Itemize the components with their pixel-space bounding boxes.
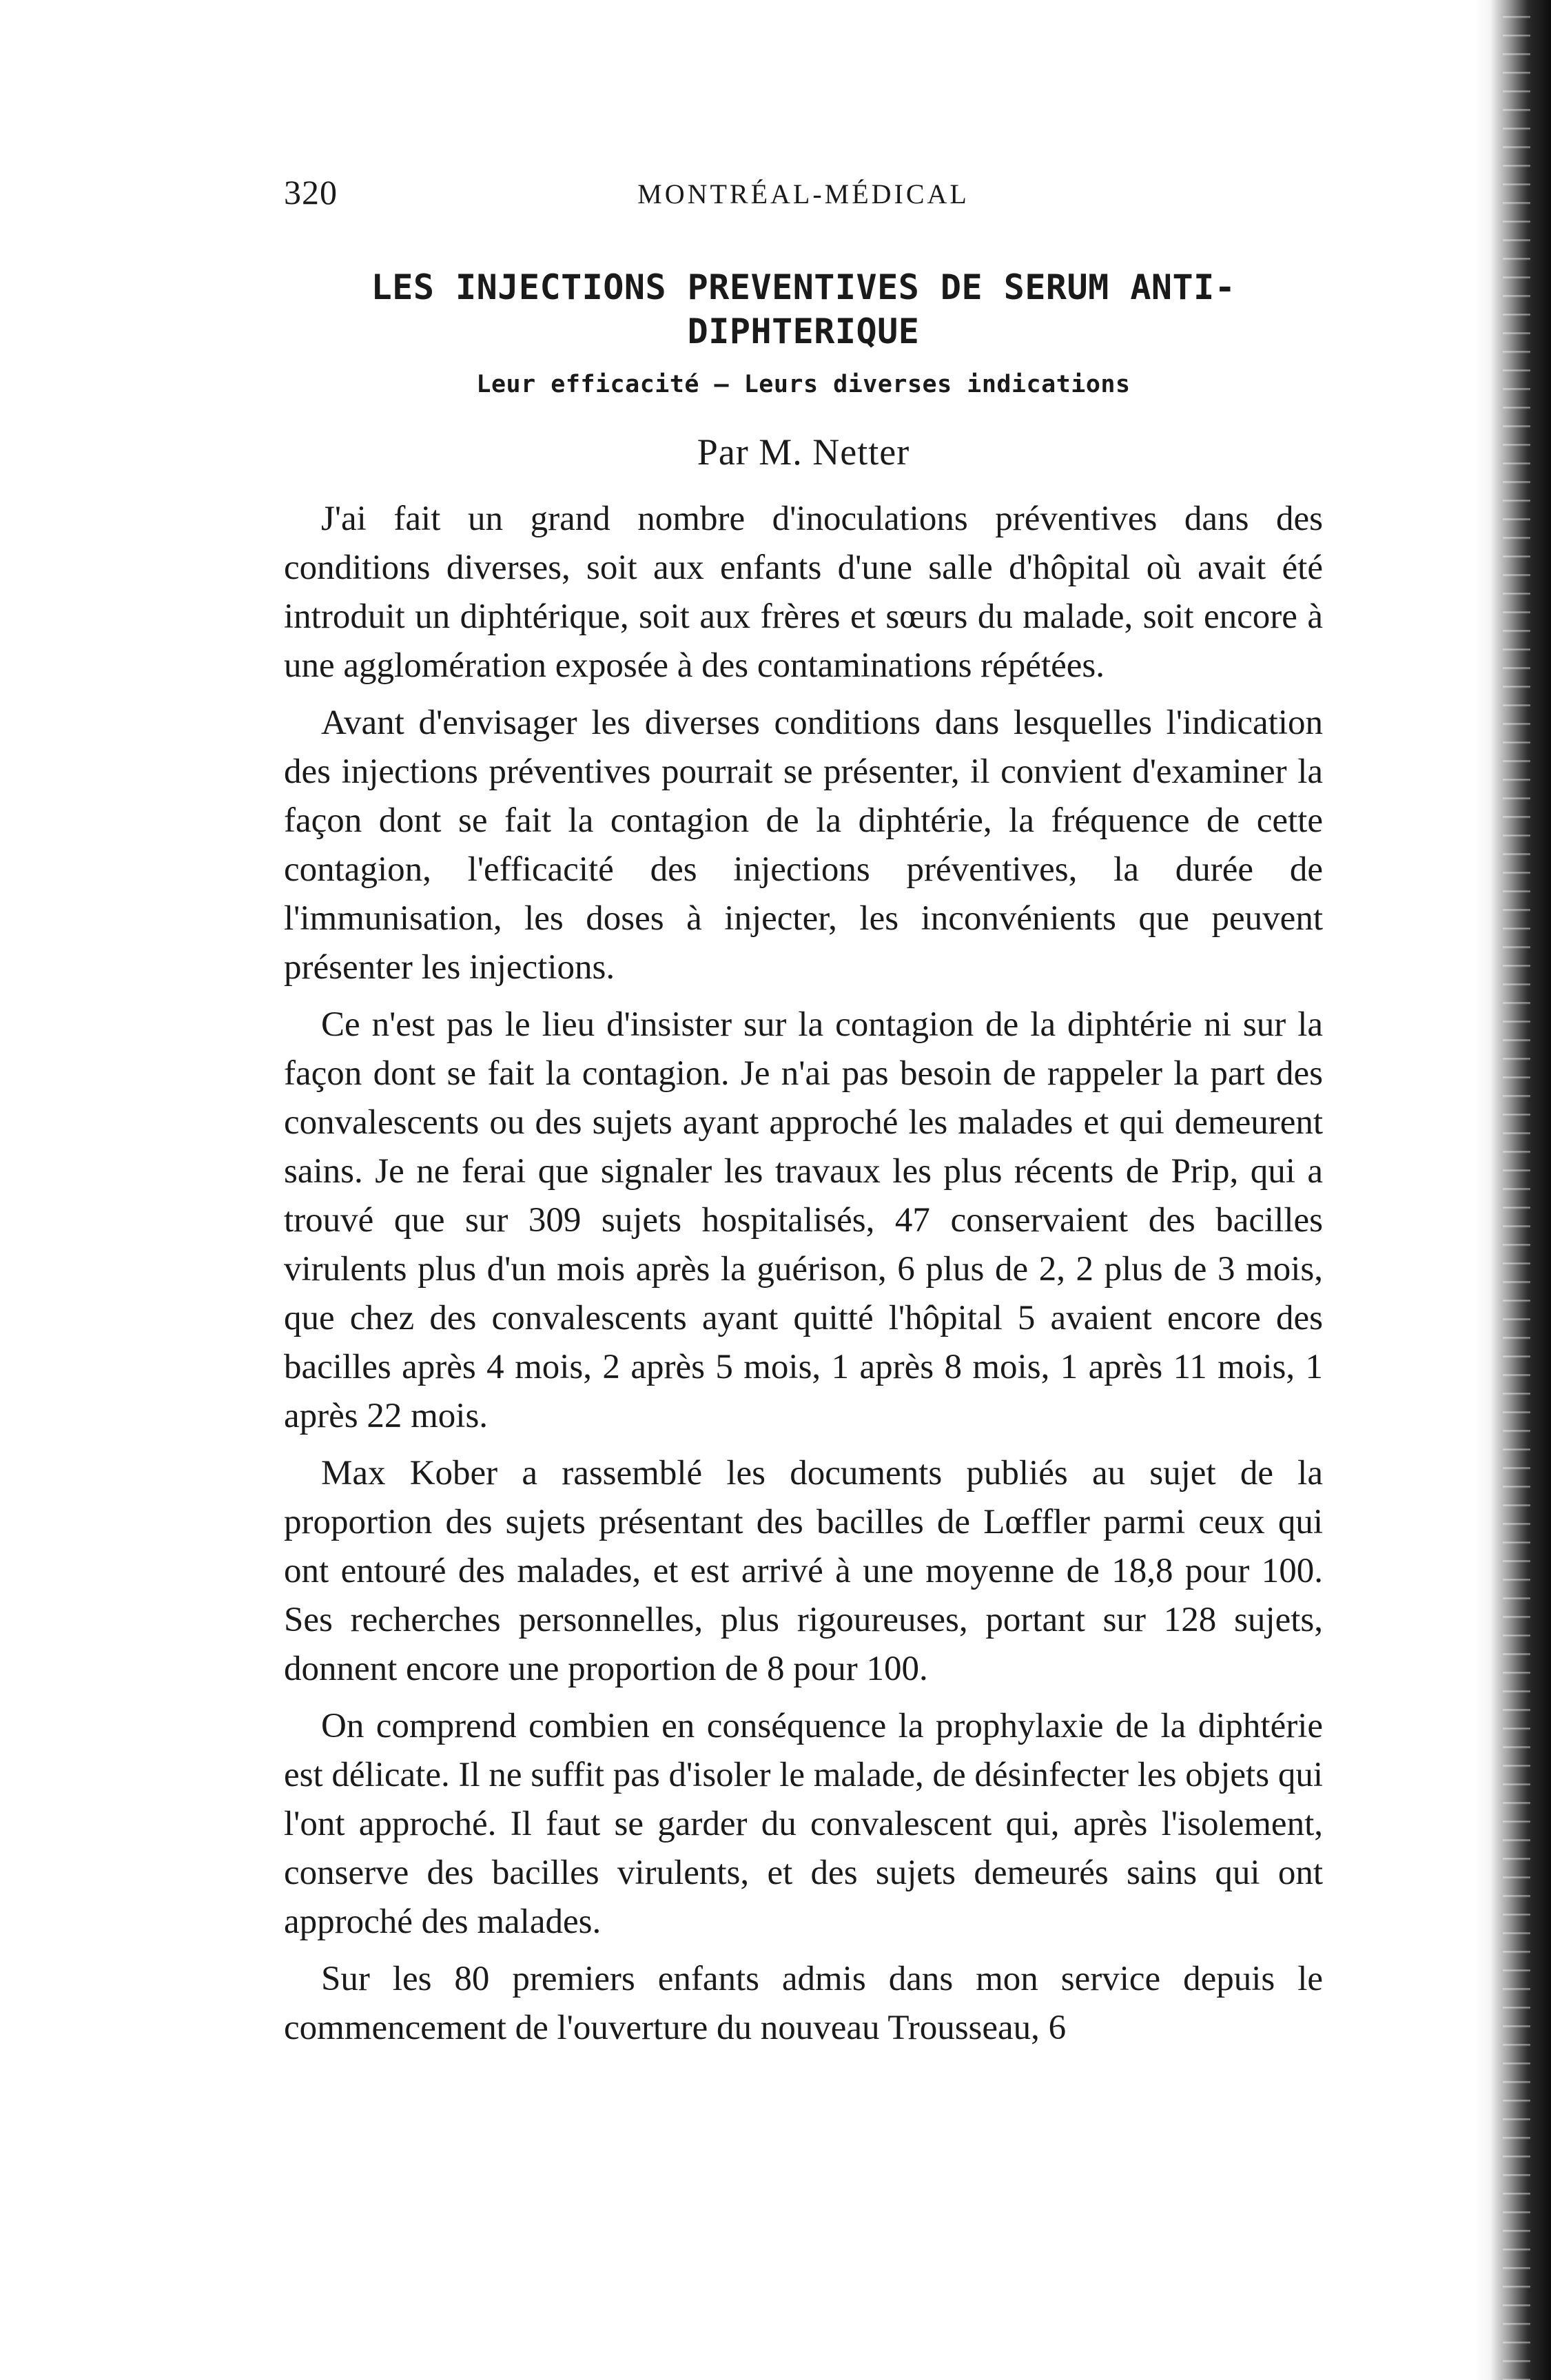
article-title: LES INJECTIONS PREVENTIVES DE SERUM ANTI-DIPHTERIQUE: [371, 267, 1236, 351]
paragraph-2: Avant d'envisager les diverses conditions dans lesquelles l'indication des injections préventives pourrait se présenter, il convient d'examiner la façon dont se fait la contagion de la diphtérie, la fréquence de cette contagion, l'efficacité des injections préventives, la durée de l'immunisation, les doses à injecter, les inconvénients que peuvent présenter les injections.: [284, 704, 1323, 987]
paragraph-1: J'ai fait un grand nombre d'inoculations préventives dans des conditions diverses, soit aux enfants d'une salle d'hôpital où avait été introduit un diphtérique, soit aux frères et sœurs du malade, soit encore à une agglomération exposée à des contaminations répétées.: [284, 500, 1323, 685]
running-head: [284, 172, 1323, 227]
article-body: [284, 495, 1323, 2061]
page-edge-texture: [1503, 0, 1530, 2380]
page-number: 320: [284, 173, 338, 212]
journal-title: MONTRÉAL-MÉDICAL: [637, 178, 969, 209]
article-subtitle: Leur efficacité — Leurs diverses indications: [476, 371, 1131, 398]
paragraph-4: Max Kober a rassemblé les documents publiés au sujet de la proportion des sujets présentant des bacilles de Lœffler parmi ceux qui ont entouré des malades, et est arrivé à une moyenne de 18,8 pour 100. Ses recherches personnelles, plus rigoureuses, portant sur 128 sujets, donnent encore une proportion de 8 pour 100.: [284, 1454, 1323, 1688]
paragraph-6: Sur les 80 premiers enfants admis dans mon service depuis le commencement de l'ouverture du nouveau Trousseau, 6: [284, 1960, 1323, 2047]
author-byline: Par M. Netter: [697, 431, 910, 473]
paragraph-5: On comprend combien en conséquence la prophylaxie de la diphtérie est délicate. Il ne suffit pas d'isoler le malade, de désinfecter les objets qui l'ont approché. Il faut se garder du convalescent qui, après l'isolement, conserve des bacilles virulents, et des sujets demeurés sains qui ont approché des malades.: [284, 1707, 1323, 1941]
paragraph-3: Ce n'est pas le lieu d'insister sur la contagion de la diphtérie ni sur la façon dont se fait la contagion. Je n'ai pas besoin de rappeler la part des convalescents ou des sujets ayant approché les malades et qui demeurent sains. Je ne ferai que signaler les travaux les plus récents de Prip, qui a trouvé que sur 309 sujets hospitalisés, 47 conservaient des bacilles virulents plus d'un mois après la guérison, 6 plus de 2, 2 plus de 3 mois, que chez des convalescents ayant quitté l'hôpital 5 avaient encore des bacilles après 4 mois, 2 après 5 mois, 1 après 8 mois, 1 après 11 mois, 1 après 22 mois.: [284, 1005, 1323, 1435]
